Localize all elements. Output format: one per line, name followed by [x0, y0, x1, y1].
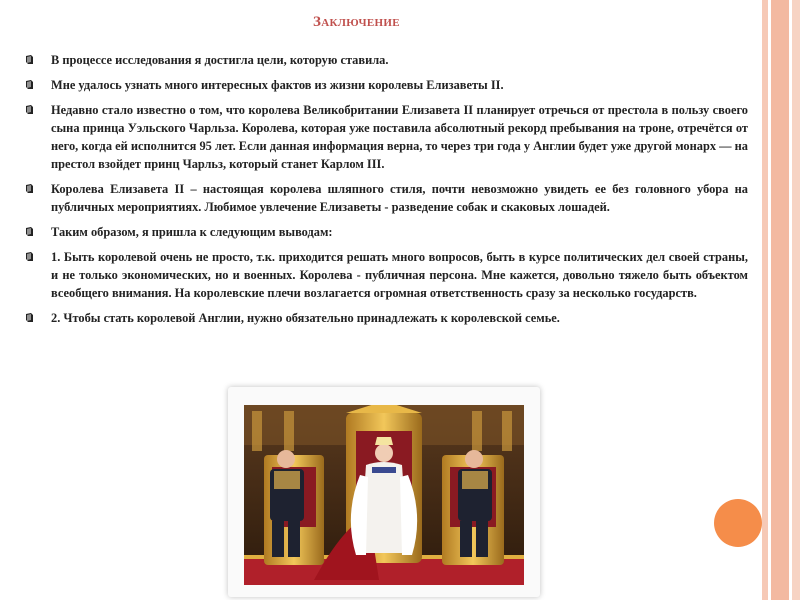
bullet-item [26, 51, 748, 69]
bullet-text: В процессе исследования я достигла цели, которую ставила. [51, 53, 389, 67]
bullet-item [26, 76, 748, 94]
square-bullet-icon [26, 184, 33, 193]
square-bullet-icon [26, 55, 33, 64]
photo-frame [228, 387, 540, 597]
slide-title: Заключение [313, 14, 400, 30]
square-bullet-icon [26, 80, 33, 89]
square-bullet-icon [26, 227, 33, 236]
decor-stripe [792, 0, 800, 600]
bullet-item [26, 248, 748, 302]
bullet-item [26, 101, 748, 173]
square-bullet-icon [26, 252, 33, 261]
square-bullet-icon [26, 313, 33, 322]
bullet-text: Недавно стало известно о том, что королева Великобритании Елизавета II планирует отречься от престола в пользу своего сына принца Уэльского Чарльза. Королева, которая уже поставила абсолютный рекорд пребывания на троне, отречётся от него, когда ей исполнится 95 лет. Если данная информация верна, то через три года у Англии будет уже другой монарх — на престол взойдет принц Чарльз, который станет Карлом III. [51, 103, 748, 171]
bullet-text: Королева Елизавета II – настоящая королева шляпного стиля, почти невозможно увидеть ее без головного убора на публичных мероприятиях. Любимое увлечение Елизаветы - разведение собак и скаковых лошадей. [51, 182, 748, 214]
bullet-item [26, 223, 748, 241]
bullet-text: 2. Чтобы стать королевой Англии, нужно обязательно принадлежать к королевской семье. [51, 311, 560, 325]
royal-photo [244, 405, 524, 585]
decor-stripe [771, 0, 789, 600]
bullet-text: Таким образом, я пришла к следующим выводам: [51, 225, 333, 239]
bullet-item [26, 180, 748, 216]
square-bullet-icon [26, 105, 33, 114]
orange-circle-decoration [714, 499, 762, 547]
bullet-item [26, 309, 748, 327]
bullet-text: Мне удалось узнать много интересных фактов из жизни королевы Елизаветы II. [51, 78, 504, 92]
bullet-text: 1. Быть королевой очень не просто, т.к. приходится решать много вопросов, быть в курсе политических дел своей страны, и не только экономических, но и военных. Королева - публичная персона. Мне кажется, довольно тяжело быть объектом всеобщего внимания. На королевские плечи возлагается огромная ответственность сразу за несколько государств. [51, 250, 748, 300]
bullet-list [26, 51, 748, 334]
